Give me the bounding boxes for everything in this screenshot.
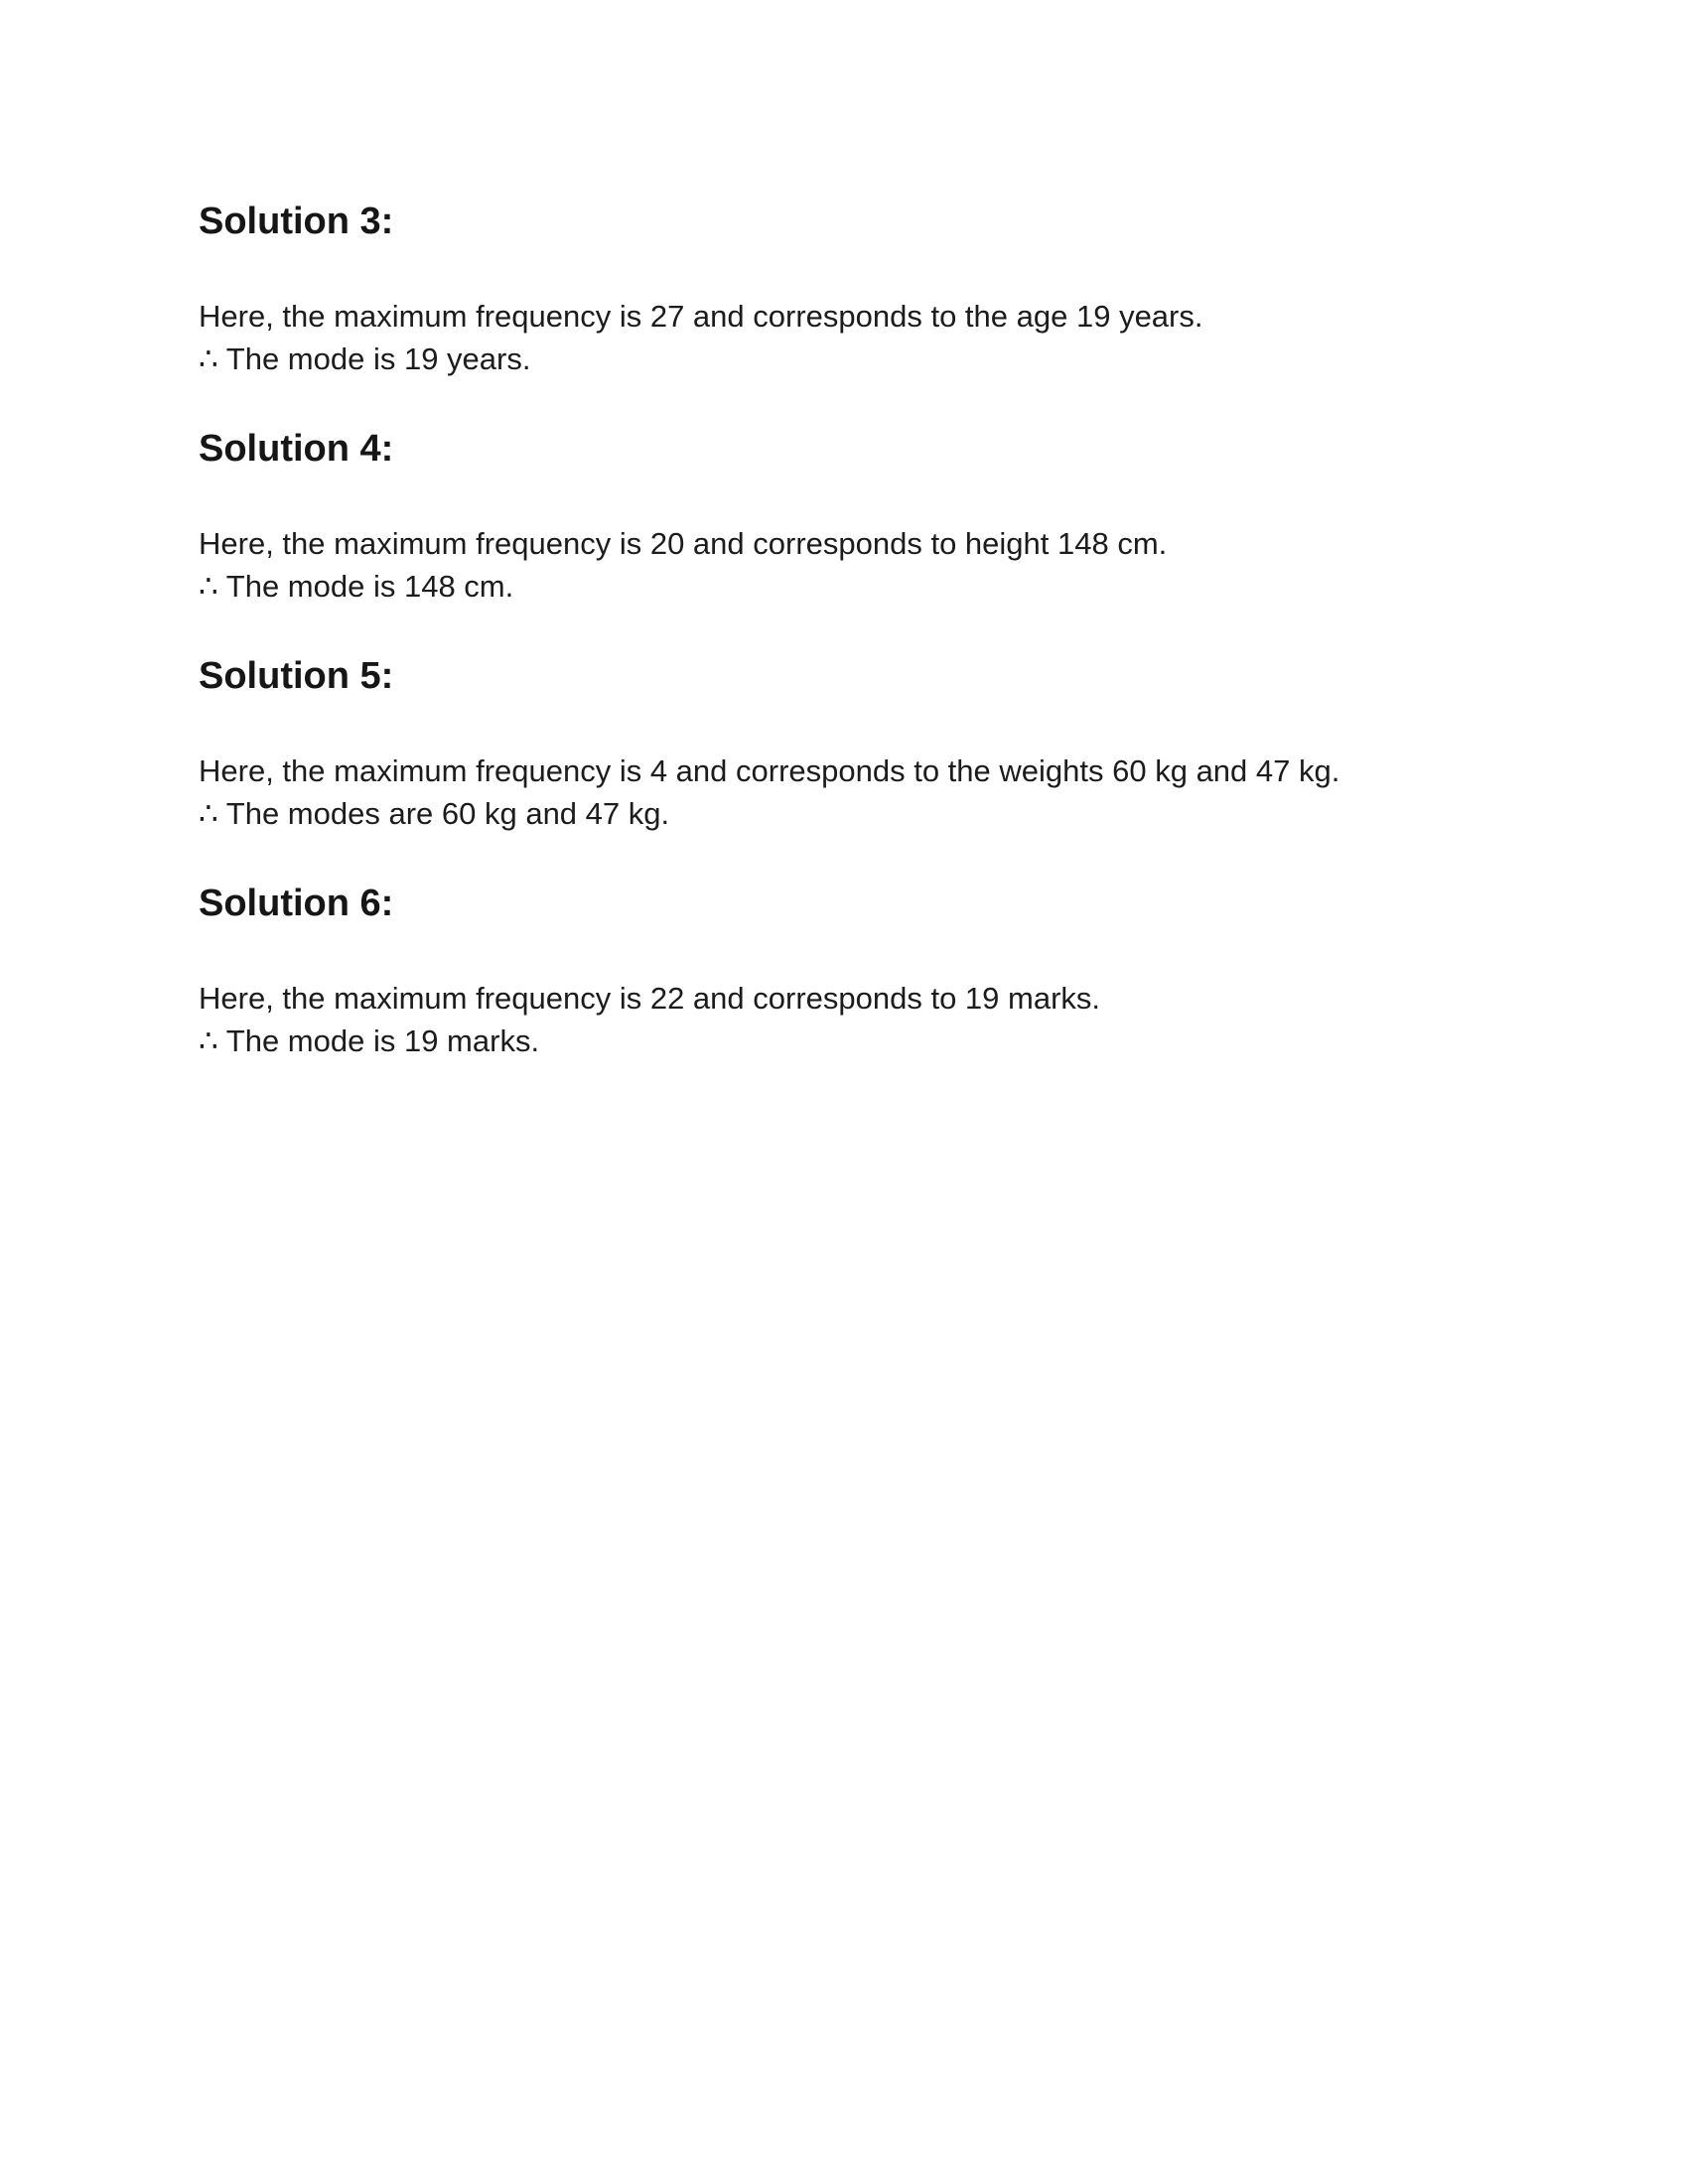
solution-6-heading: Solution 6: xyxy=(199,883,394,924)
solution-4-conclusion: ∴ The mode is 148 cm. xyxy=(199,569,514,604)
solution-3-section xyxy=(199,199,1499,380)
solution-4-paragraph xyxy=(199,522,1499,608)
solution-3-conclusion: ∴ The mode is 19 years. xyxy=(199,341,531,376)
solution-5-heading: Solution 5: xyxy=(199,655,394,697)
solution-5-statement: Here, the maximum frequency is 4 and corresponds to the weights 60 kg and 47 kg. xyxy=(199,753,1340,788)
solution-4-section xyxy=(199,426,1499,608)
solution-4-statement: Here, the maximum frequency is 20 and corresponds to height 148 cm. xyxy=(199,526,1168,561)
solution-6-paragraph xyxy=(199,977,1499,1062)
solution-4-heading: Solution 4: xyxy=(199,428,394,470)
solution-3-paragraph xyxy=(199,295,1499,380)
solution-5-section xyxy=(199,653,1499,835)
solution-3-statement: Here, the maximum frequency is 27 and corresponds to the age 19 years. xyxy=(199,299,1203,334)
solution-6-section xyxy=(199,881,1499,1062)
solution-6-conclusion: ∴ The mode is 19 marks. xyxy=(199,1024,540,1058)
solution-3-heading: Solution 3: xyxy=(199,201,394,242)
solution-6-statement: Here, the maximum frequency is 22 and corresponds to 19 marks. xyxy=(199,981,1101,1016)
solution-5-conclusion: ∴ The modes are 60 kg and 47 kg. xyxy=(199,796,670,831)
solution-5-paragraph xyxy=(199,750,1499,835)
